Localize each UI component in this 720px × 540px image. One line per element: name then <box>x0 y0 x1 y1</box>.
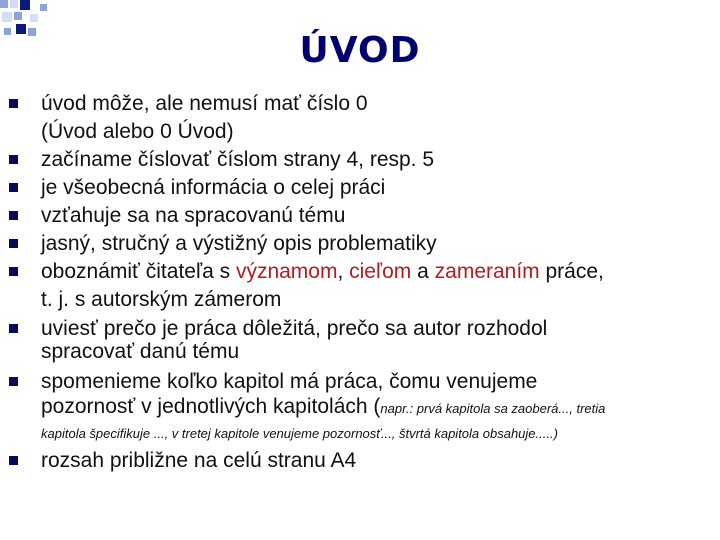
list-item-continuation: (Úvod alebo 0 Úvod) <box>41 120 234 143</box>
text-segment: a <box>411 260 435 283</box>
emphasis-text: cieľom <box>349 260 412 283</box>
list-item: vzťahuje sa na spracovanú tému <box>41 204 346 227</box>
emphasis-text: významom <box>235 260 338 283</box>
square-bullet-icon <box>9 99 18 108</box>
square-bullet-icon <box>9 324 18 333</box>
square-bullet-icon <box>9 456 18 465</box>
list-item: rozsah približne na celú stranu A4 <box>41 449 357 472</box>
square-bullet-icon <box>9 211 18 220</box>
text-segment: pozornosť v jednotlivých kapitolách ( <box>41 395 381 418</box>
text-segment: oboznámiť čitateľa s <box>41 260 236 283</box>
list-item: je všeobecná informácia o celej práci <box>41 176 386 199</box>
example-note-continuation: kapitola špecifikuje ..., v tretej kapitole venujeme pozornosť..., štvrtá kapitola obsahuje.....) <box>41 426 558 441</box>
square-bullet-icon <box>9 267 18 276</box>
list-item-continuation: t. j. s autorským zámerom <box>41 288 282 311</box>
list-item <box>41 260 604 284</box>
square-bullet-icon <box>9 377 18 386</box>
text-segment: práce, <box>539 260 604 283</box>
list-item: jasný, stručný a výstižný opis problematiky <box>41 232 437 255</box>
square-bullet-icon <box>9 239 18 248</box>
text-segment: , <box>337 260 350 283</box>
square-bullet-icon <box>9 183 18 192</box>
emphasis-text: zameraním <box>434 260 540 283</box>
list-item-continuation <box>41 395 605 421</box>
page-title: ÚVOD <box>299 30 421 71</box>
list-item: uviesť prečo je práca dôležitá, prečo sa autor rozhodol <box>41 317 548 340</box>
list-item: spomenieme koľko kapitol má práca, čomu venujeme <box>41 370 538 393</box>
list-item: začíname číslovať číslom strany 4, resp. 5 <box>41 148 435 171</box>
list-item-continuation: spracovať danú tému <box>41 340 240 363</box>
list-item: úvod môže, ale nemusí mať číslo 0 <box>41 92 368 115</box>
example-note: napr.: prvá kapitola sa zaoberá..., tretia <box>380 401 606 416</box>
square-bullet-icon <box>9 155 18 164</box>
